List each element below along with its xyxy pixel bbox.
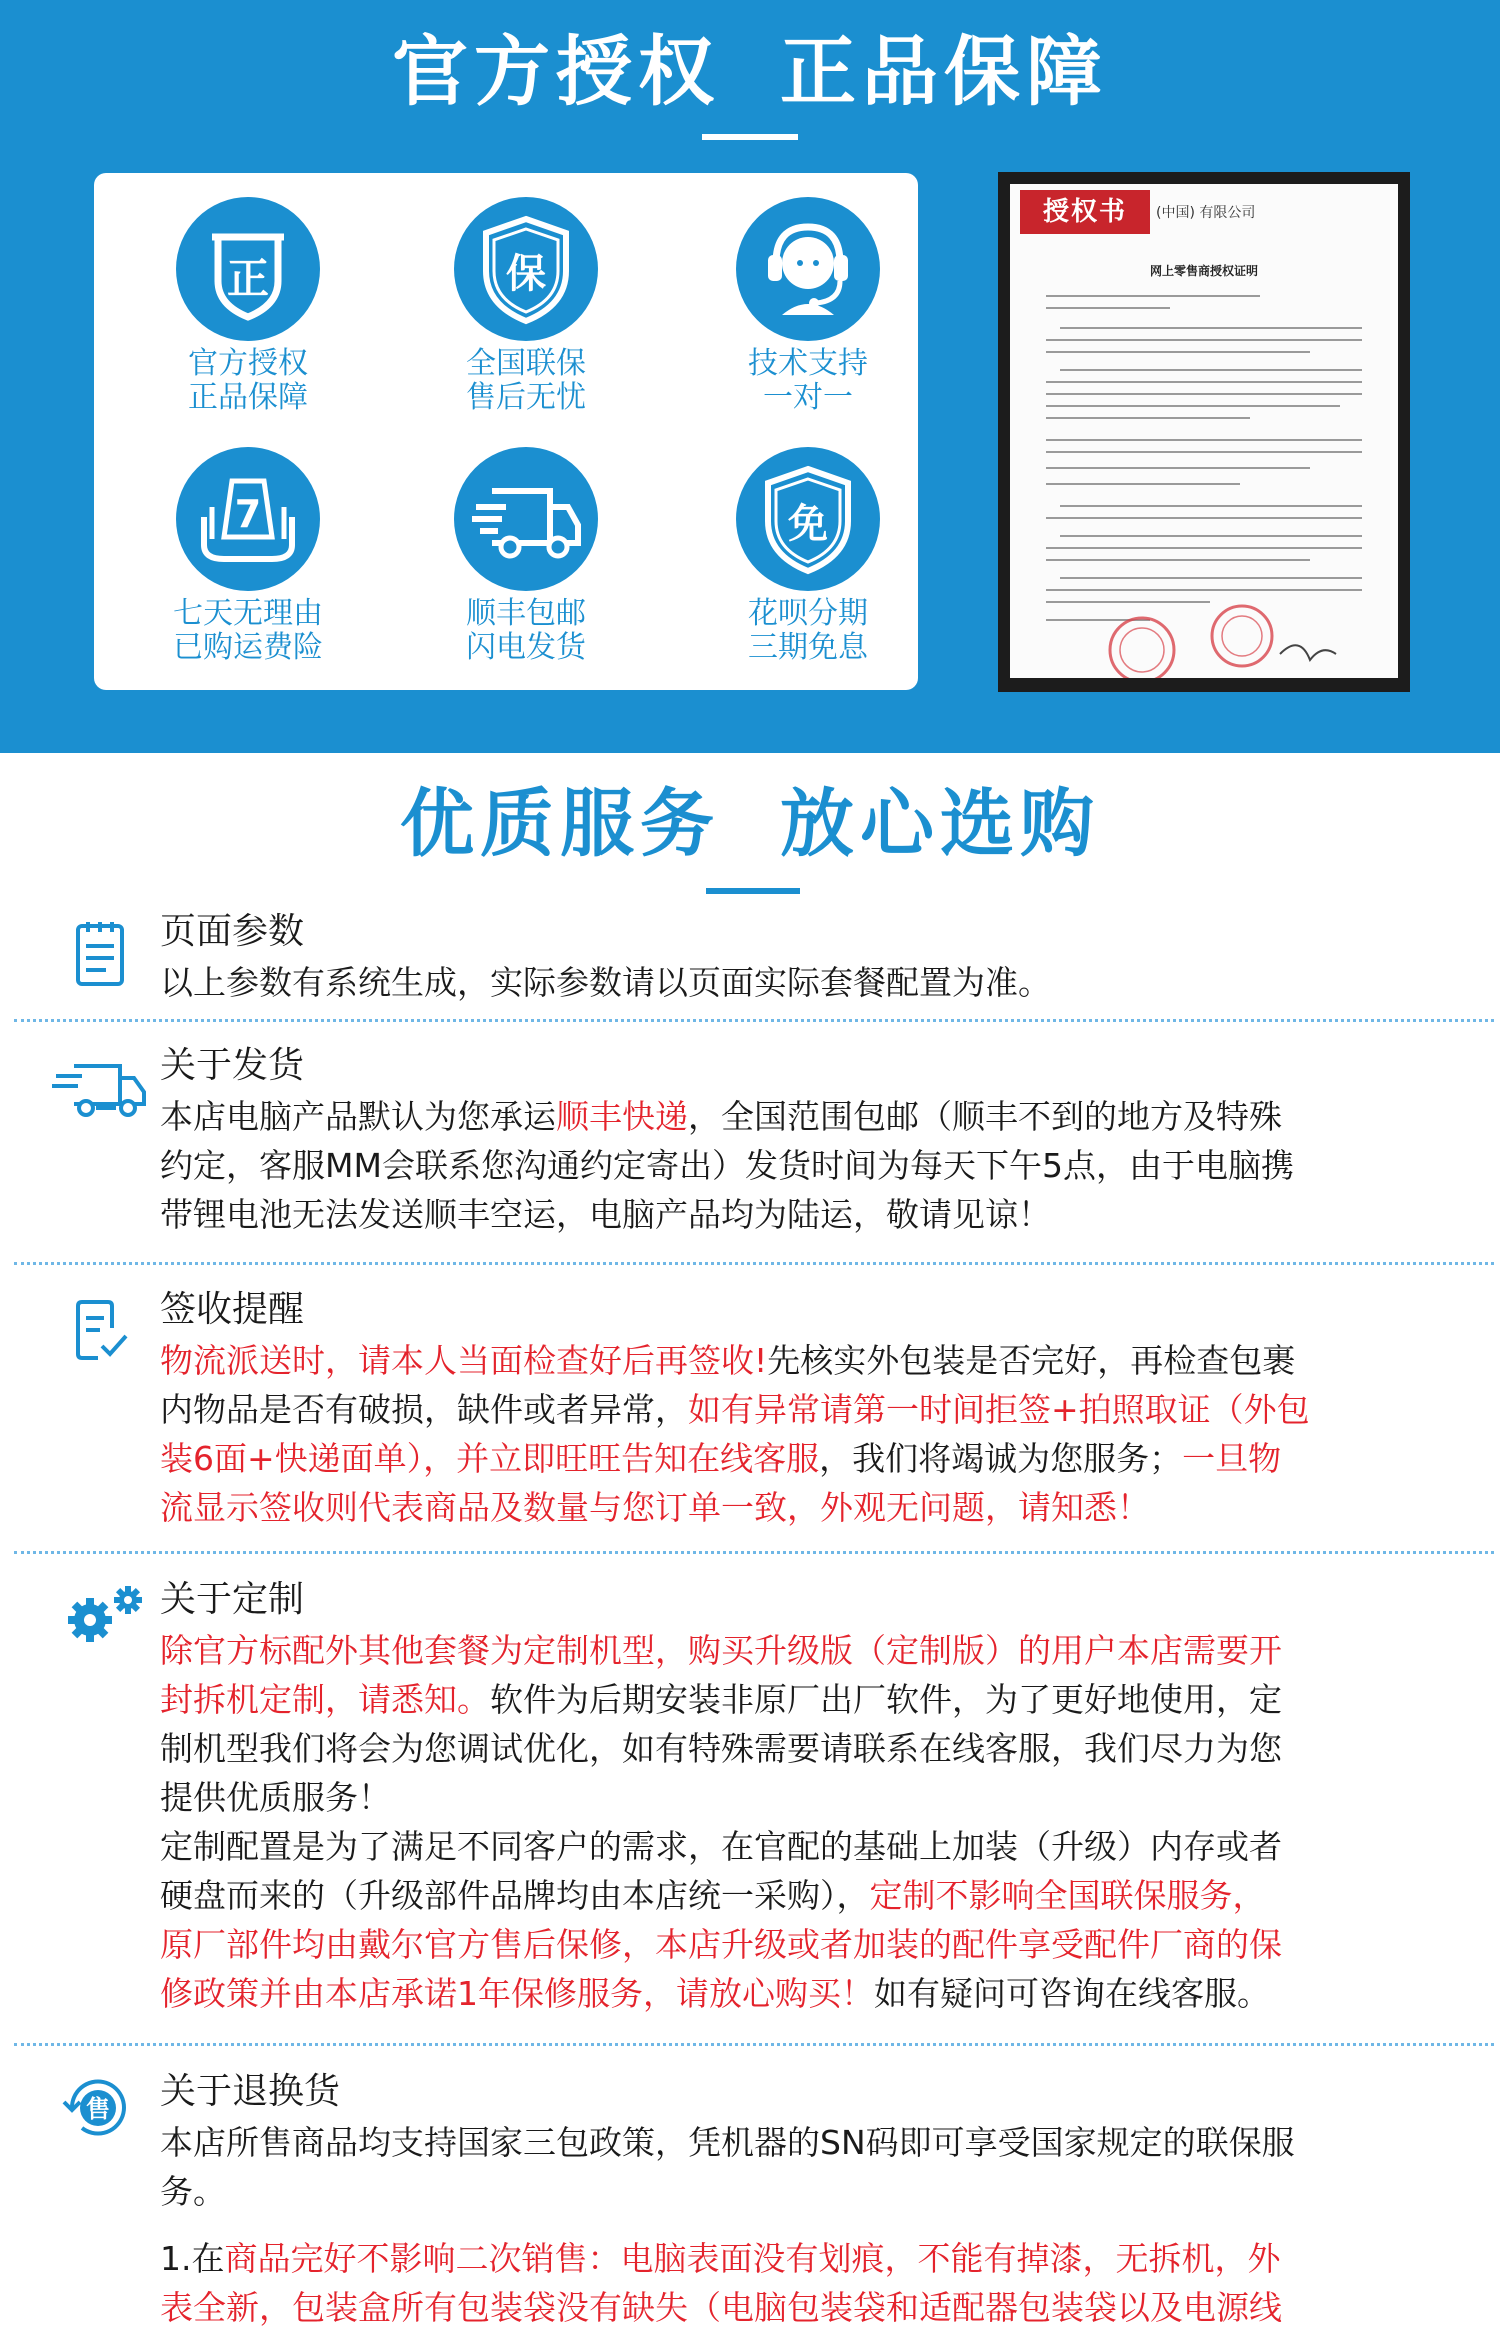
authorization-certificate: [998, 172, 1410, 692]
certificate-body-text: [1010, 184, 1398, 678]
svg-text:免: 免: [788, 501, 828, 547]
certificate-heading: 网上零售商授权证明: [1149, 264, 1258, 278]
feature-nationwide-warranty: [406, 197, 646, 415]
item-line: 流显示签收则代表商品及数量与您订单一致，外观无问题，请知悉！: [160, 1488, 1150, 1527]
divider: [14, 1551, 1494, 1554]
item-line: 原厂部件均由戴尔官方售后保修，本店升级或者加装的配件享受配件厂商的保: [160, 1925, 1282, 1964]
item-heading: 关于退换货: [160, 2071, 341, 2112]
item-heading: 关于发货: [160, 1045, 305, 1086]
seven-day-return-icon: [176, 447, 320, 591]
feature-label-line2: 一对一: [763, 380, 853, 415]
item-heading: 签收提醒: [160, 1289, 305, 1330]
item-line: 1.在商品完好不影响二次销售：电脑表面没有划痕，不能有掉漆，无拆机，外: [160, 2239, 1281, 2278]
certificate-company: (中国) 有限公司: [1156, 205, 1256, 221]
item-line: 务。: [160, 2172, 226, 2211]
svg-text:保: 保: [506, 251, 546, 297]
service-title: [0, 778, 1500, 870]
item-line: 约定，客服MM会联系您沟通约定寄出）发货时间为每天下午5点，由于电脑携: [160, 1146, 1294, 1185]
service-title-right: 放心选购: [780, 781, 1100, 867]
item-line: 内物品是否有破损，缺件或者异常，如有异常请第一时间拒签+拍照取证（外包: [160, 1390, 1310, 1429]
item-body: [160, 1092, 1450, 1239]
item-body-numbered: [160, 2234, 1450, 2332]
divider: [14, 1019, 1494, 1022]
document-list-icon: [58, 914, 134, 990]
certificate-ribbon: 授权书: [1020, 190, 1150, 234]
svg-text:7: 7: [234, 492, 262, 536]
item-line: 表全新，包装盒所有包装袋没有缺失（电脑包装袋和适配器包装袋以及电源线: [160, 2288, 1282, 2327]
feature-label-line1: 全国联保: [466, 346, 586, 381]
item-line: 带锂电池无法发送顺丰空运，电脑产品均为陆运，敬请见谅！: [160, 1195, 1051, 1234]
delivery-truck-icon: [454, 447, 598, 591]
headset-support-icon: [736, 197, 880, 341]
feature-seven-day-return: [128, 447, 368, 665]
divider: [14, 2043, 1494, 2046]
item-heading: 页面参数: [160, 911, 305, 952]
bao-shield-icon: [454, 197, 598, 341]
service-title-left: 优质服务: [400, 781, 720, 867]
item-line: 封拆机定制，请悉知。软件为后期安装非原厂出厂软件，为了更好地使用，定: [160, 1680, 1282, 1719]
sign-receipt-icon: [58, 1290, 134, 1366]
item-line: 本店电脑产品默认为您承运顺丰快递，全国范围包邮（顺丰不到的地方及特殊: [160, 1097, 1282, 1136]
feature-label-line2: 售后无忧: [466, 380, 586, 415]
feature-label-line1: 技术支持: [748, 346, 868, 381]
feature-label-line1: 七天无理由: [173, 596, 323, 631]
hero-underline: [702, 134, 798, 140]
item-line: 除官方标配外其他套餐为定制机型，购买升级版（定制版）的用户本店需要开: [160, 1631, 1282, 1670]
item-line: 装6面+快递面单），并立即旺旺告知在线客服，我们将竭诚为您服务；一旦物: [160, 1439, 1282, 1478]
service-underline: [706, 888, 800, 894]
item-line: 本店所售商品均支持国家三包政策，凭机器的SN码即可享受国家规定的联保服: [160, 2123, 1295, 2162]
gears-icon: [62, 1578, 152, 1654]
item-line: 提供优质服务！: [160, 1778, 391, 1817]
hero-title: [0, 26, 1500, 118]
item-line: 硬盘而来的（升级部件品牌均由本店统一采购），定制不影响全国联保服务，: [160, 1876, 1266, 1915]
delivery-truck-icon: [50, 1052, 150, 1128]
hero-title-right: 正品保障: [780, 27, 1108, 116]
feature-label-line2: 闪电发货: [466, 630, 586, 665]
svg-text:售: 售: [86, 2095, 110, 2123]
item-line: 以上参数有系统生成，实际参数请以页面实际套餐配置为准。: [160, 963, 1051, 1002]
item-line: 修政策并由本店承诺1年保修服务，请放心购买！如有疑问可咨询在线客服。: [160, 1974, 1270, 2013]
item-line: 物流派送时，请本人当面检查好后再签收!先核实外包装是否完好，再检查包裹: [160, 1341, 1296, 1380]
feature-label-line1: 花呗分期: [748, 596, 868, 631]
feature-label-line2: 已购运费险: [173, 630, 323, 665]
certificate-paper: [1010, 184, 1398, 678]
feature-sf-shipping: [406, 447, 646, 665]
feature-label-line1: 官方授权: [188, 346, 308, 381]
svg-text:正: 正: [226, 254, 270, 303]
item-body: [160, 958, 1450, 1007]
mian-shield-icon: [736, 447, 880, 591]
item-heading: 关于定制: [160, 1579, 305, 1620]
feature-label-line2: 正品保障: [188, 380, 308, 415]
zheng-badge-icon: [176, 197, 320, 341]
hero-title-left: 官方授权: [392, 27, 720, 116]
divider: [14, 1262, 1494, 1265]
item-body: [160, 2118, 1450, 2216]
feature-installment: [688, 447, 928, 665]
item-body: [160, 1336, 1450, 1532]
feature-label-line1: 顺丰包邮: [466, 596, 586, 631]
item-body: [160, 1626, 1450, 2018]
item-line: 定制配置是为了满足不同客户的需求，在官配的基础上加装（升级）内存或者: [160, 1827, 1282, 1866]
feature-official-auth: [128, 197, 368, 415]
after-sale-icon: [58, 2070, 134, 2146]
hero-banner: [0, 0, 1500, 753]
feature-grid: [94, 173, 918, 690]
feature-label-line2: 三期免息: [748, 630, 868, 665]
item-line: 制机型我们将会为您调试优化，如有特殊需要请联系在线客服，我们尽力为您: [160, 1729, 1282, 1768]
feature-tech-support: [688, 197, 928, 415]
